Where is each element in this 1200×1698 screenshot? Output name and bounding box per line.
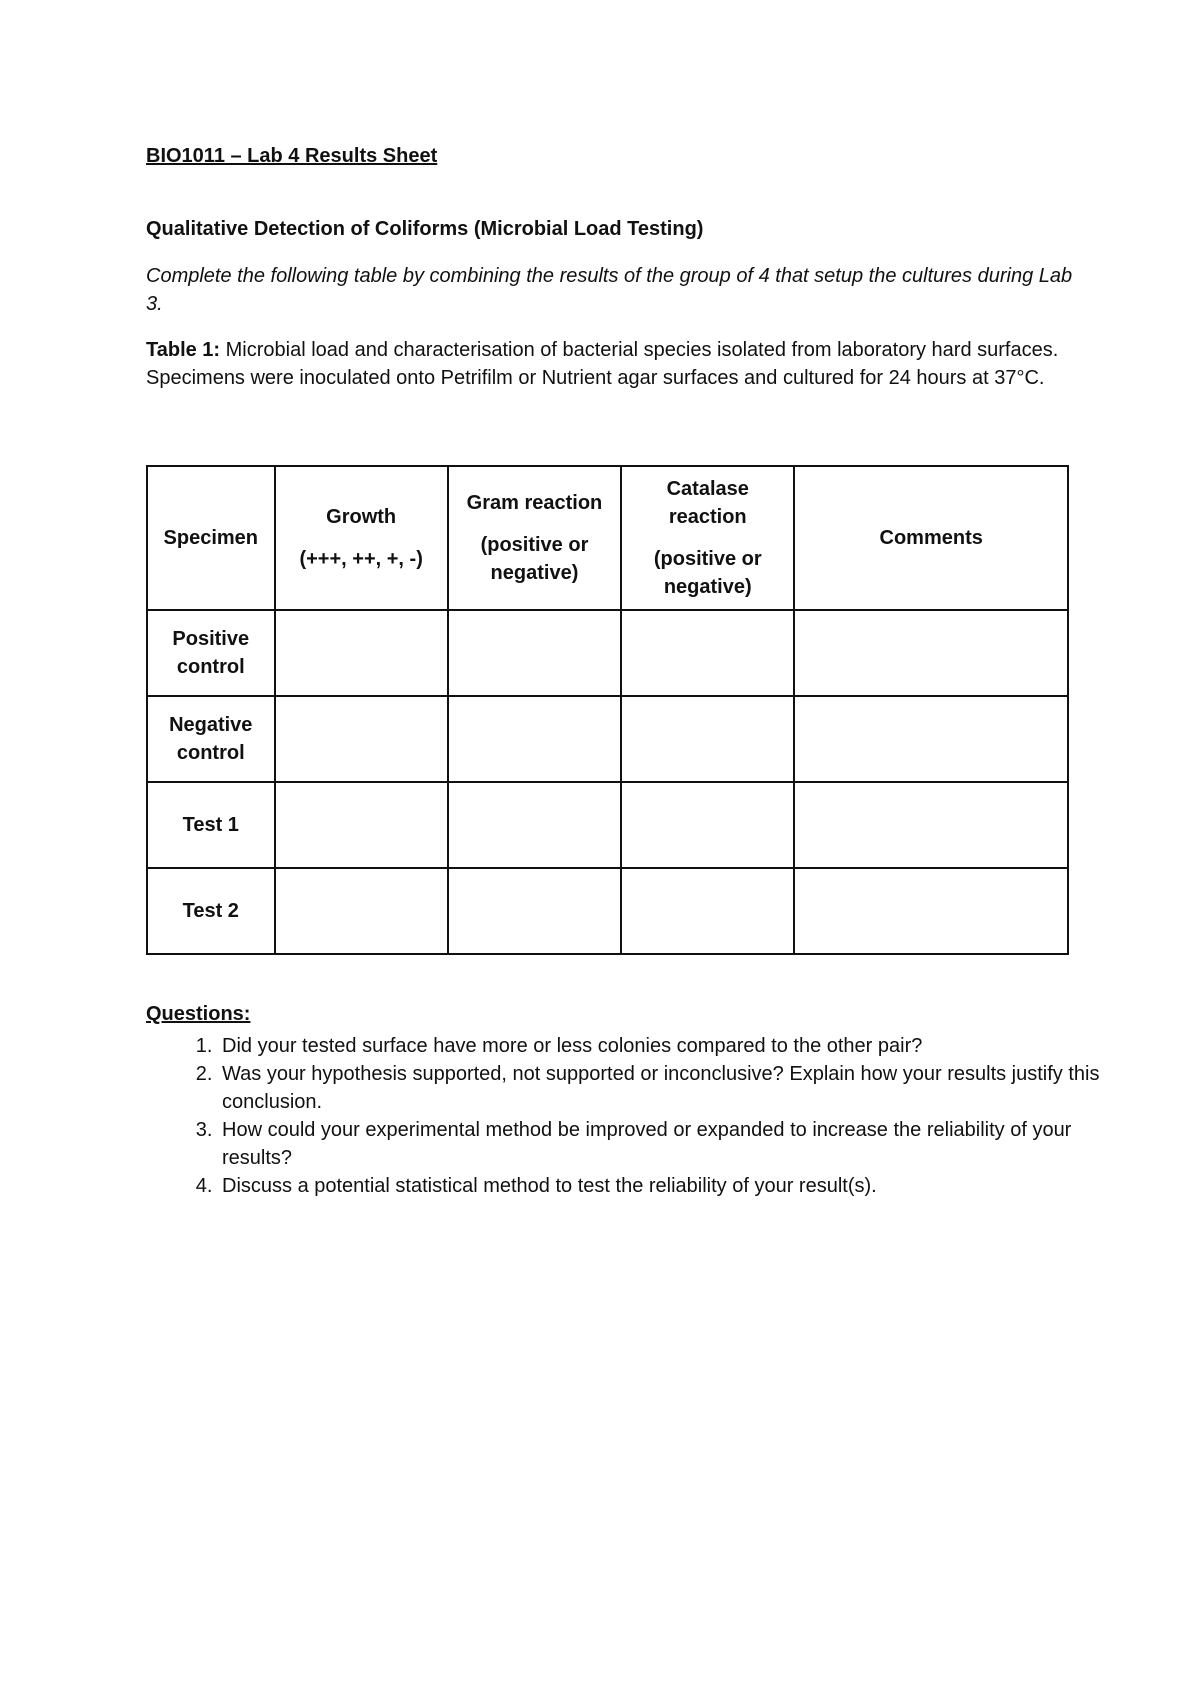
specimen-cell: Test 1 xyxy=(147,782,275,868)
header-comments: Comments xyxy=(794,466,1068,610)
table-row xyxy=(147,610,1068,696)
table-caption-text: Microbial load and characterisation of bacterial species isolated from laboratory hard surfaces. Specimens were inoculated onto Petrifilm or Nutrient agar surfaces and cultured for 24 hours at 37°C. xyxy=(146,339,1059,389)
table-row xyxy=(147,868,1068,954)
header-growth: Growth (+++, ++, +, -) xyxy=(275,466,448,610)
comments-cell[interactable] xyxy=(794,610,1068,696)
questions-list xyxy=(146,1032,1118,1200)
question-item: 2. Was your hypothesis supported, not supported or inconclusive? Explain how your results justify this conclusion. xyxy=(218,1060,1118,1116)
gram-cell[interactable] xyxy=(448,782,621,868)
question-item: 4. Discuss a potential statistical method to test the reliability of your result(s). xyxy=(218,1172,1118,1200)
table-header-row xyxy=(147,466,1068,610)
table-caption xyxy=(146,336,1076,392)
catalase-cell[interactable] xyxy=(621,782,794,868)
catalase-cell[interactable] xyxy=(621,868,794,954)
specimen-cell: Positive control xyxy=(147,610,275,696)
growth-cell[interactable] xyxy=(275,610,448,696)
header-specimen: Specimen xyxy=(147,466,275,610)
growth-cell[interactable] xyxy=(275,868,448,954)
instructions-text: Complete the following table by combining the results of the group of 4 that setup the cultures during Lab 3. xyxy=(146,265,1073,315)
growth-cell[interactable] xyxy=(275,782,448,868)
catalase-cell[interactable] xyxy=(621,610,794,696)
results-table xyxy=(146,465,1069,955)
specimen-cell: Test 2 xyxy=(147,868,275,954)
table-row xyxy=(147,782,1068,868)
gram-cell[interactable] xyxy=(448,610,621,696)
header-catalase-reaction: Catalase reaction (positive or negative) xyxy=(621,466,794,610)
question-item: 1. Did your tested surface have more or less colonies compared to the other pair? xyxy=(218,1032,1118,1060)
table-row xyxy=(147,696,1068,782)
gram-cell[interactable] xyxy=(448,696,621,782)
header-gram-reaction: Gram reaction (positive or negative) xyxy=(448,466,621,610)
specimen-cell: Negative control xyxy=(147,696,275,782)
document-title: BIO1011 – Lab 4 Results Sheet xyxy=(146,145,438,167)
table-caption-label: Table 1: xyxy=(146,339,221,361)
comments-cell[interactable] xyxy=(794,868,1068,954)
section-heading: Qualitative Detection of Coliforms (Microbial Load Testing) xyxy=(146,218,704,240)
comments-cell[interactable] xyxy=(794,782,1068,868)
question-item: 3. How could your experimental method be improved or expanded to increase the reliability of your results? xyxy=(218,1116,1118,1172)
comments-cell[interactable] xyxy=(794,696,1068,782)
gram-cell[interactable] xyxy=(448,868,621,954)
questions-heading: Questions: xyxy=(146,1003,251,1025)
catalase-cell[interactable] xyxy=(621,696,794,782)
growth-cell[interactable] xyxy=(275,696,448,782)
